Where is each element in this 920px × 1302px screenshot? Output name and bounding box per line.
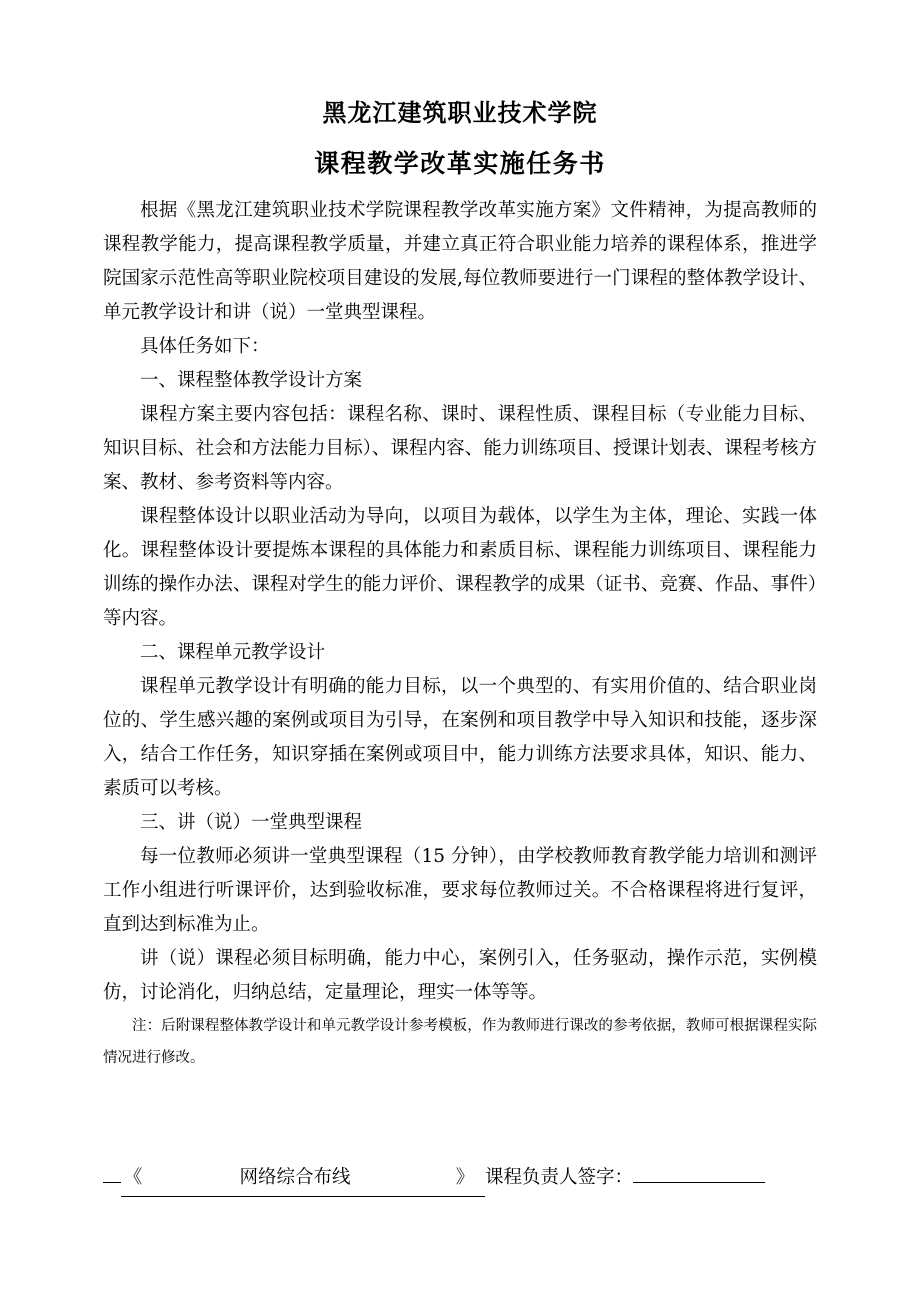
section-one-paragraph-2: 课程整体设计以职业活动为导向，以项目为载体，以学生为主体，理论、实践一体化。课程整体设计要提炼本课程的具体能力和素质目标、课程能力训练项目、课程能力训练的操作办法、课程对学生的能力评价、课程教学的成果（证书、竞赛、作品、事件）等内容。	[103, 506, 817, 629]
footnote-template-reference: 注：后附课程整体教学设计和单元教学设计参考模板，作为教师进行课改的参考依据，教师可根据课程实际情况进行修改。	[103, 1018, 817, 1066]
section-heading-two: 二、课程单元教学设计	[140, 642, 326, 663]
document-body	[103, 96, 817, 1074]
course-bracket-open: 《	[121, 1163, 145, 1197]
signature-underline-lead	[103, 1179, 121, 1183]
section-three-paragraph-2: 讲（说）课程必须目标明确，能力中心，案例引入，任务驱动，操作示范，实例模仿，讨论消化，归纳总结，定量理论，理实一体等等。	[103, 948, 817, 1003]
page-title-document: 课程教学改革实施任务书	[314, 149, 606, 178]
course-bracket-close: 》	[445, 1163, 485, 1197]
section-two-paragraph-1: 课程单元教学设计有明确的能力目标，以一个典型的、有实用价值的、结合职业岗位的、学生感兴趣的案例或项目为引导，在案例和项目教学中导入知识和技能，逐步深入，结合工作任务，知识穿插在案例或项目中，能力训练方法要求具体，知识、能力、素质可以考核。	[103, 676, 817, 799]
signature-label: 课程负责人签字：	[485, 1167, 634, 1188]
course-name-field[interactable]: 网络综合布线	[145, 1163, 445, 1197]
section-one-paragraph-1: 课程方案主要内容包括：课程名称、课时、课程性质、课程目标（专业能力目标、知识目标、社会和方法能力目标）、课程内容、能力训练项目、授课计划表、课程考核方案、教材、参考资料等内容。	[103, 404, 817, 493]
signature-blank-field[interactable]	[633, 1179, 765, 1183]
section-heading-three: 三、讲（说）一堂典型课程	[140, 812, 363, 833]
section-three-paragraph-1: 每一位教师必须讲一堂典型课程（15 分钟），由学校教师教育教学能力培训和测评工作小组进行听课评价，达到验收标准，要求每位教师过关。不合格课程将进行复评，直到达到标准为止。	[103, 846, 817, 935]
paragraph-tasks-lead: 具体任务如下：	[140, 336, 270, 357]
page-title-institution: 黑龙江建筑职业技术学院	[322, 99, 598, 127]
paragraph-intro: 根据《黑龙江建筑职业技术学院课程教学改革实施方案》文件精神，为提高教师的课程教学能力，提高课程教学质量，并建立真正符合职业能力培养的课程体系，推进学院国家示范性高等职业院校项目建设的发展,每位教师要进行一门课程的整体教学设计、单元教学设计和讲（说）一堂典型课程。	[103, 200, 817, 323]
section-heading-one: 一、课程整体教学设计方案	[140, 370, 363, 391]
signature-line	[103, 1163, 817, 1197]
